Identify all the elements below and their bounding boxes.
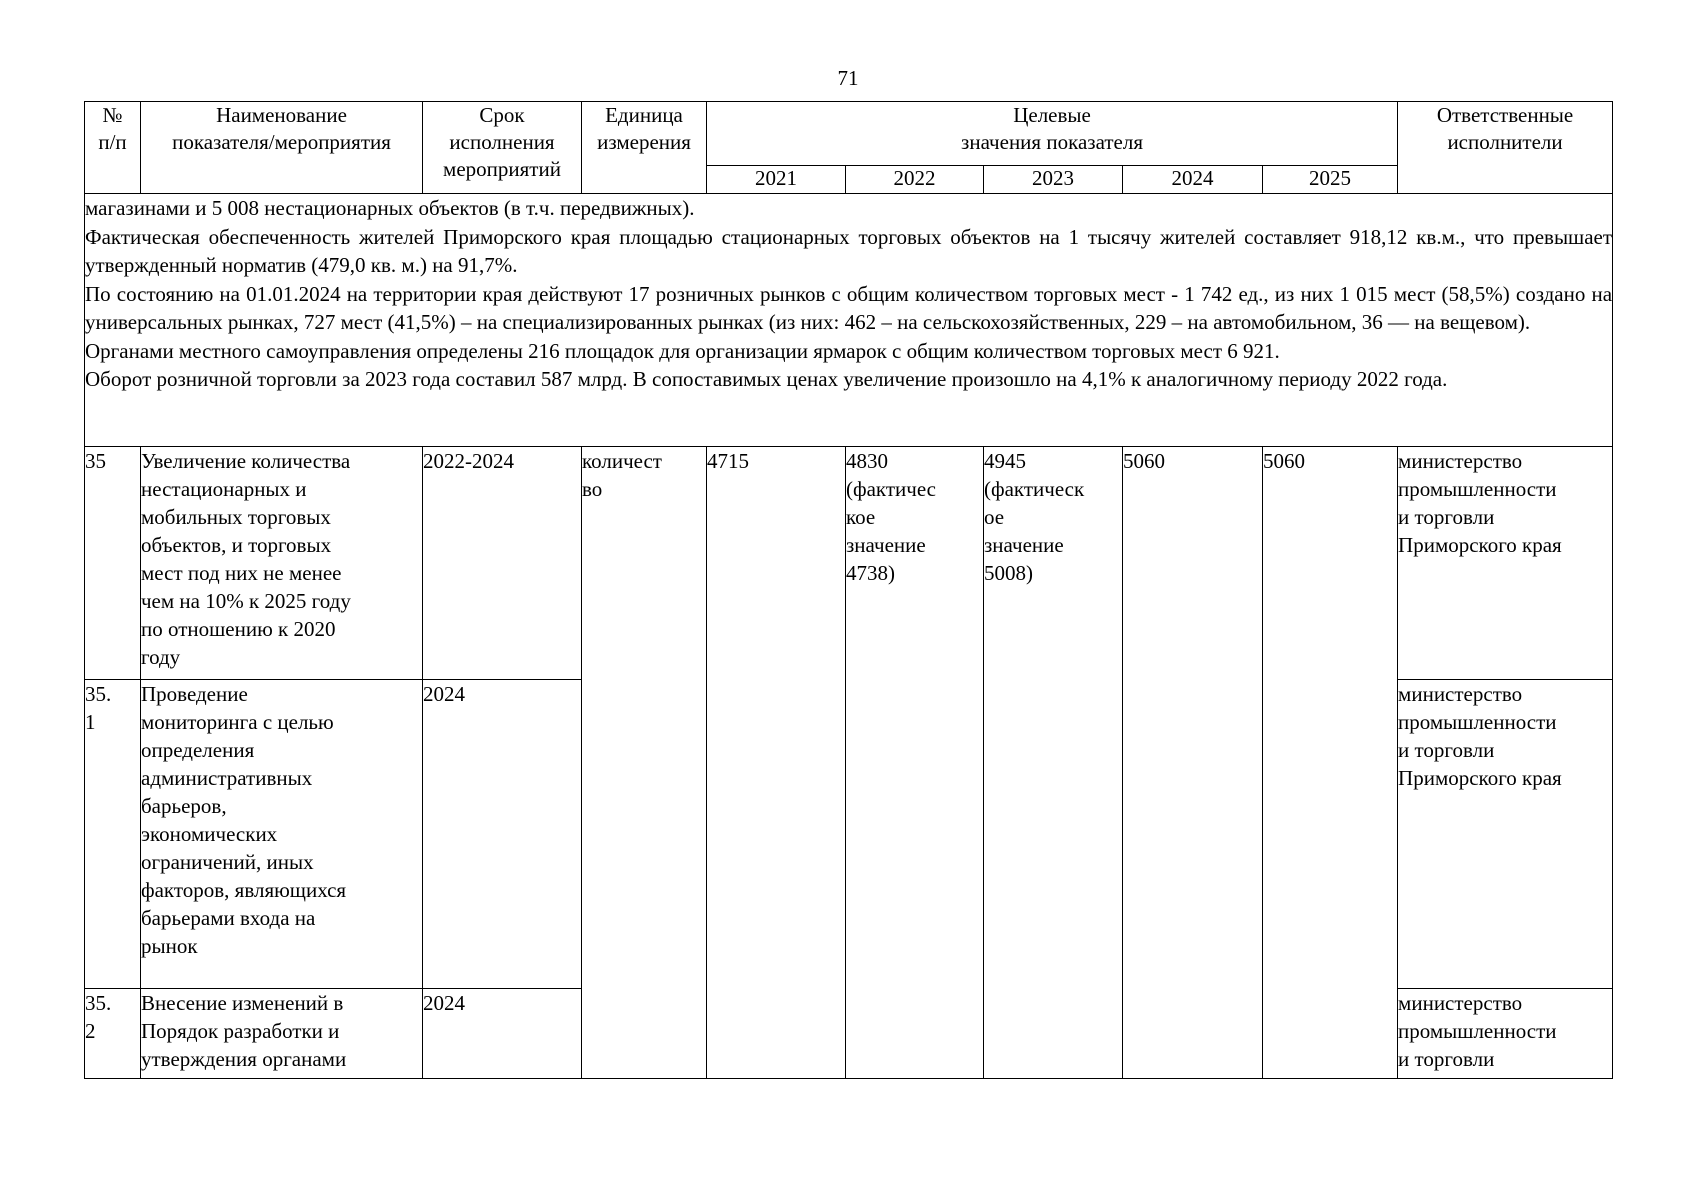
- value-2025: 5060: [1263, 447, 1398, 1079]
- indicator-table: [84, 101, 1613, 1079]
- deadline: 2024: [423, 989, 582, 1079]
- value-2021: 4715: [707, 447, 846, 1079]
- indicator-name: Проведение мониторинга с целью определения административных барьеров, экономических ограничений, иных факторов, являющихся барьерами входа на рынок: [141, 680, 423, 989]
- row-number: 35. 1: [85, 680, 141, 989]
- intro-text-block: [85, 194, 1613, 447]
- intro-paragraph: магазинами и 5 008 нестационарных объектов (в т.ч. передвижных).: [85, 196, 695, 220]
- year-2022: 2022: [846, 166, 984, 194]
- table-row: [85, 447, 1613, 680]
- indicator-name: Внесение изменений в Порядок разработки и утверждения органами: [141, 989, 423, 1079]
- intro-paragraph: Органами местного самоуправления определены 216 площадок для организации ярмарок с общим количеством торговых мест 6 921.: [85, 338, 1280, 363]
- value-2023: 4945 (фактическ ое значение 5008): [984, 447, 1123, 1079]
- header-num: № п/п: [85, 102, 141, 194]
- value-2024: 5060: [1123, 447, 1263, 1079]
- header-unit: Единица измерения: [582, 102, 707, 194]
- header-name: Наименование показателя/мероприятия: [141, 102, 423, 194]
- header-target-values: Целевые значения показателя: [707, 102, 1398, 166]
- deadline: 2022-2024: [423, 447, 582, 680]
- responsible-executor: министерство промышленности и торговли Приморского края: [1398, 680, 1613, 989]
- unit-of-measure: количест во: [582, 447, 707, 1079]
- responsible-executor: министерство промышленности и торговли Приморского края: [1398, 447, 1613, 680]
- year-2025: 2025: [1263, 166, 1398, 194]
- year-2023: 2023: [984, 166, 1123, 194]
- row-number: 35. 2: [85, 989, 141, 1079]
- year-2024: 2024: [1123, 166, 1263, 194]
- year-2021: 2021: [707, 166, 846, 194]
- intro-paragraph: Фактическая обеспеченность жителей Приморского края площадью стационарных торговых объектов на 1 тысячу жителей составляет 918,12 кв.м., что превышает утвержденный норматив (479,0 кв. м.) на 91,7%.: [85, 224, 1613, 277]
- row-number: 35: [85, 447, 141, 680]
- value-2022: 4830 (фактичес кое значение 4738): [846, 447, 984, 1079]
- intro-paragraph: Оборот розничной торговли за 2023 года составил 587 млрд. В сопоставимых ценах увеличение произошло на 4,1% к аналогичному периоду 2022 года.: [85, 367, 1448, 391]
- header-responsible: Ответственные исполнители: [1398, 102, 1613, 194]
- deadline: 2024: [423, 680, 582, 989]
- indicator-name: Увеличение количества нестационарных и мобильных торговых объектов, и торговых мест под них не менее чем на 10% к 2025 году по отношению к 2020 году: [141, 447, 423, 680]
- responsible-executor: министерство промышленности и торговли: [1398, 989, 1613, 1079]
- page-number: 71: [837, 66, 859, 90]
- header-term: Срок исполнения мероприятий: [423, 102, 582, 194]
- intro-paragraph: По состоянию на 01.01.2024 на территории края действуют 17 розничных рынков с общим количеством торговых мест - 1 742 ед., из них 1 015 мест (58,5%) создано на универсальных рынках, 727 мест (41,5%) – на специализированных рынках (из них: 462 – на сельскохозяйственных, 229 – на автомобильном, 36 — на вещевом).: [85, 281, 1613, 334]
